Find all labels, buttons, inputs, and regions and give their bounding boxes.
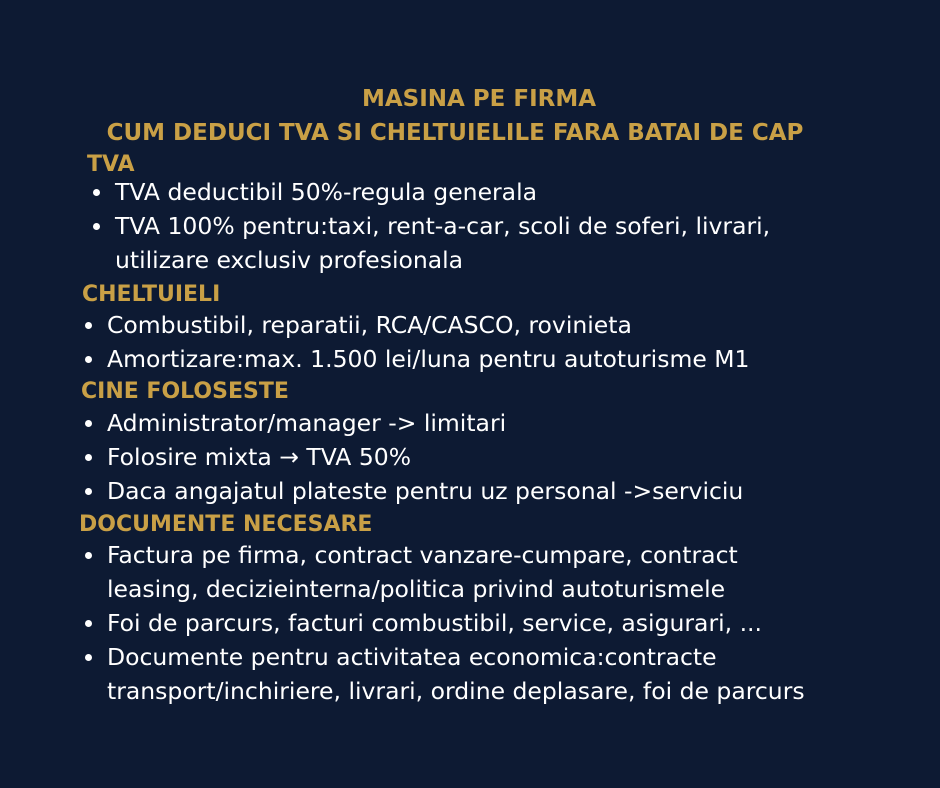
- list-item-text: transport/inchiriere, livrari, ordine deplasare, foi de parcurs: [107, 677, 805, 705]
- section-list-documente-necesare: [81, 538, 805, 708]
- list-item-text: Combustibil, reparatii, RCA/CASCO, rovinieta: [107, 311, 632, 339]
- section-heading-cine-foloseste: CINE FOLOSESTE: [81, 379, 289, 404]
- list-item: [81, 538, 805, 606]
- list-item-text: Factura pe firma, contract vanzare-cumpare, contract: [107, 541, 738, 569]
- section-list-cine-foloseste: [81, 406, 743, 508]
- list-item: [81, 640, 805, 708]
- list-item: [81, 406, 743, 440]
- section-list-cheltuieli: [81, 308, 750, 376]
- list-item-text: Administrator/manager -> limitari: [107, 409, 507, 437]
- list-item: [81, 606, 805, 640]
- section-list-tva: [89, 175, 770, 277]
- list-item-text: TVA 100% pentru:taxi, rent-a-car, scoli de soferi, livrari,: [115, 212, 771, 240]
- list-item: [89, 175, 770, 209]
- title-line-2: CUM DEDUCI TVA SI CHELTUIELILE FARA BATAI DE CAP: [106, 120, 804, 146]
- list-item: [81, 342, 750, 376]
- title-line-1: MASINA PE FIRMA: [361, 86, 597, 112]
- list-item: [81, 440, 743, 474]
- list-item-text: Daca angajatul plateste pentru uz personal ->serviciu: [107, 477, 744, 505]
- list-item-text: Foi de parcurs, facturi combustibil, service, asigurari, ...: [107, 609, 762, 637]
- list-item-text: Folosire mixta → TVA 50%: [107, 443, 412, 471]
- list-item-text: leasing, decizieinterna/politica privind autoturismele: [107, 575, 726, 603]
- list-item-text: Amortizare:max. 1.500 lei/luna pentru autoturisme M1: [107, 345, 750, 373]
- list-item: [81, 308, 750, 342]
- section-heading-documente-necesare: DOCUMENTE NECESARE: [79, 512, 373, 537]
- list-item-text: utilizare exclusiv profesionala: [115, 246, 464, 274]
- section-heading-cheltuieli: CHELTUIELI: [82, 282, 221, 307]
- list-item: [81, 474, 743, 508]
- list-item-text: TVA deductibil 50%-regula generala: [115, 178, 538, 206]
- section-heading-tva: TVA: [87, 152, 135, 177]
- list-item: [89, 209, 770, 277]
- list-item-text: Documente pentru activitatea economica:contracte: [107, 643, 717, 671]
